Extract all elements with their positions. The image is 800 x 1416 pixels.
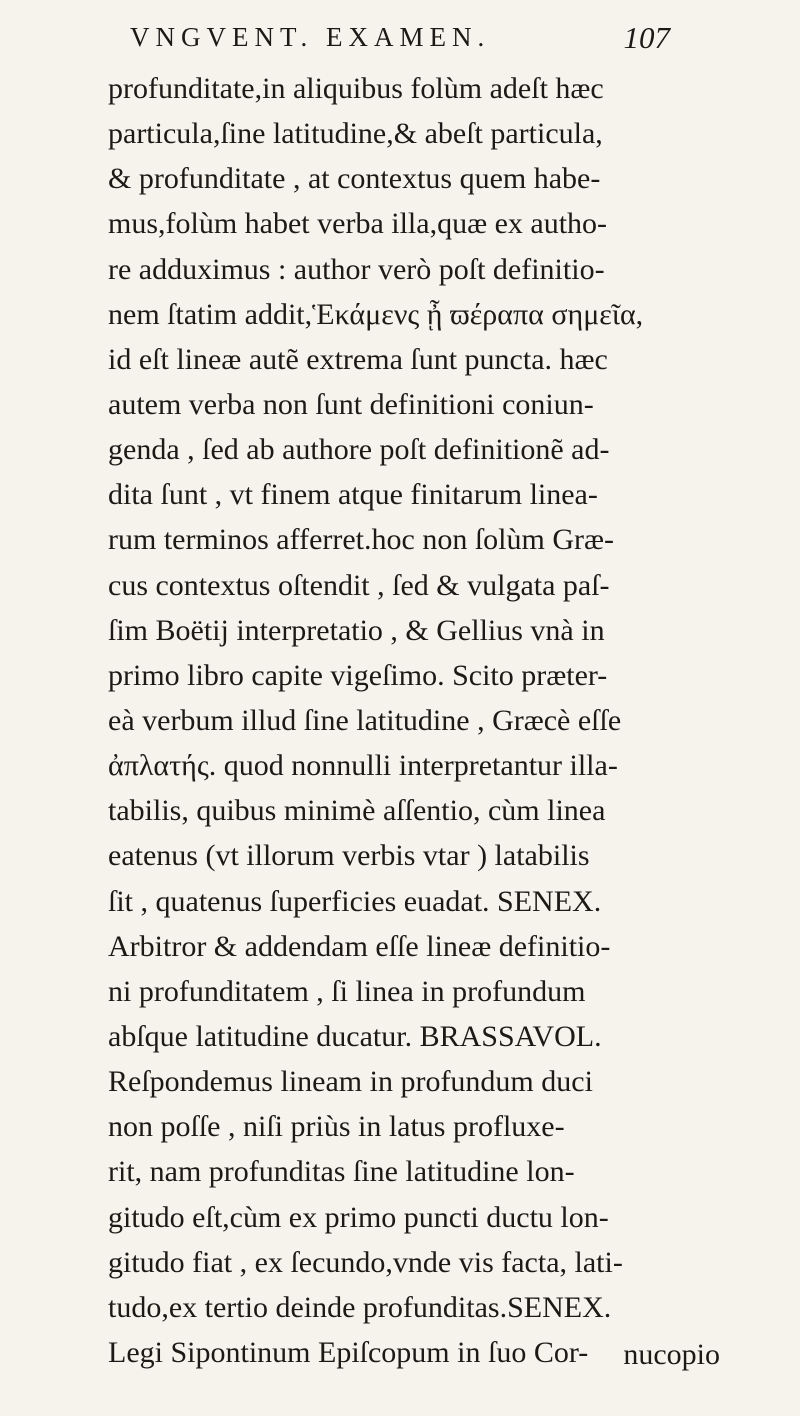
text-line: primo libro capite vigeſimo. Scito præter- <box>108 658 608 692</box>
text-line: id eſt lineæ autẽ extrema ſunt puncta. hæc <box>108 342 608 376</box>
text-line: ni profunditatem , ſi linea in profundum <box>108 974 586 1008</box>
text-line: particula,ſine latitudine,& abeſt particula, <box>108 117 603 151</box>
text-line: Arbitror & addendam eſſe lineæ definitio- <box>108 929 611 963</box>
text-line: tabilis, quibus minimè aſſentio, cùm linea <box>108 794 606 828</box>
text-line: eatenus (vt illorum verbis vtar ) latabilis <box>108 839 590 873</box>
running-head <box>130 22 670 62</box>
text-line: & profunditate , at contextus quem habe- <box>108 162 601 196</box>
text-line: ἀπλατής. quod nonnulli interpretantur illa- <box>108 749 618 783</box>
text-line: non poſſe , niſi priùs in latus profluxe- <box>108 1110 565 1144</box>
text-line: profunditate,in aliquibus folùm adeſt hæc <box>108 72 604 105</box>
text-line: nem ſtatim addit,Ἑκάμενς ᾖ ϖέραπα σημεῖα, <box>108 297 644 331</box>
text-line: re adduximus : author verò poſt definitio- <box>108 252 605 286</box>
text-line: abſque latitudine ducatur. BRASSAVOL. <box>108 1019 602 1053</box>
text-line: ſim Boëtij interpretatio , & Gellius vnà in <box>108 613 605 647</box>
text-line: genda , ſed ab authore poſt definitionẽ ad- <box>108 433 610 467</box>
text-line: rit, nam profunditas ſine latitudine lon- <box>108 1155 575 1189</box>
text-line: Reſpondemus lineam in profundum duci <box>108 1065 593 1099</box>
catchword: nucopio <box>623 1338 720 1371</box>
text-line: tudo,ex tertio deinde profunditas.SENEX. <box>108 1290 612 1324</box>
text-line: dita ſunt , vt finem atque finitarum linea- <box>108 478 598 512</box>
text-line: gitudo eſt,cùm ex primo puncti ductu lon- <box>108 1200 609 1234</box>
body-text <box>108 66 720 1375</box>
text-line: rum terminos afferret.hoc non ſolùm Græ- <box>108 523 614 557</box>
text-line: cus contextus oſtendit , ſed & vulgata paſ- <box>108 568 610 602</box>
text-line: Legi Sipontinum Epiſcopum in ſuo Cor- <box>108 1335 589 1369</box>
running-head-title: VNGVENT. EXAMEN. <box>130 22 491 52</box>
text-line: autem verba non ſunt definitioni coniun- <box>108 387 594 421</box>
page-number: 107 <box>623 20 670 55</box>
text-line: gitudo fiat , ex ſecundo,vnde vis facta, lati- <box>108 1245 623 1279</box>
text-line: eà verbum illud ſine latitudine , Græcè eſſe <box>108 703 622 737</box>
text-line: ſit , quatenus ſuperficies euadat. SENEX. <box>108 884 602 918</box>
text-line: mus,folùm habet verba illa,quæ ex autho- <box>108 207 608 241</box>
